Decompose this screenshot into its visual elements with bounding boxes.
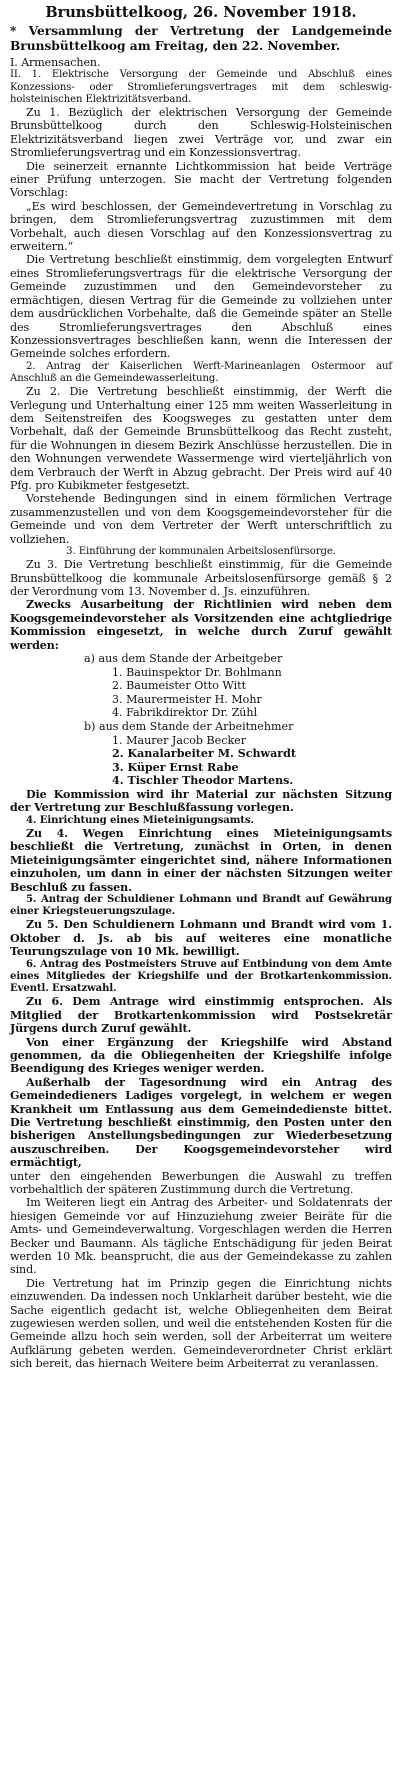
paragraph-10: Zu 4. Wegen Einrichtung eines Mieteinigungsamts beschließt die Vertretung, zunächst in Orten, in denen Mieteinigungsämter eingerichtet sind, nähere Informationen einzuholen, um dann in einer der nächsten Sitzungen weiter Beschluß zu fassen. (10, 827, 392, 894)
list-item: 3. Maurermeister H. Mohr (112, 692, 262, 706)
list-item: 1. Bauinspektor Dr. Bohlmann (112, 665, 282, 679)
paragraph-1: Zu 1. Bezüglich der elektrischen Versorgung der Gemeinde Brunsbüttelkoog durch den Schleswig-Holsteinischen Elektrizitätsverband liegen zwei Verträge vor, und zwar ein Stromlieferungsvertrag und ein Konzessionsvertrag. (10, 106, 392, 160)
paragraph-13: Von einer Ergänzung der Kriegshilfe wird Abstand genommen, da die Obliegenheiten der Kriegshilfe infolge Beendigung des Krieges weniger werden. (10, 1035, 392, 1076)
paragraph-15: unter den eingehenden Bewerbungen die Auswahl zu treffen vorbehaltlich der späteren Zustimmung durch die Vertretung. (10, 1169, 392, 1196)
paragraph-4: Die Vertretung beschließt einstimmig, dem vorgelegten Entwurf eines Stromlieferungsvertrags für die elektrische Versorgung der Gemeinde zuzustimmen und den Gemeindevorsteher zu ermächtigen, diesen Vertrag für die Gemeinde zu vollziehen unter dem ausdrücklichen Vorbehalte, daß die Gemeinde später an Stelle des Stromlieferungsvertrages den Abschluß eines Konzessionsvertrages beschließen kann, wenn die Interessen der Gemeinde solches erfordern. (10, 253, 392, 361)
paragraph-7: Zu 3. Die Vertretung beschließt einstimmig, für die Gemeinde Brunsbüttelkoog die kommunale Arbeitslosenfürsorge gemäß § 2 der Verordnung vom 13. November d. Js. einzuführen. (10, 558, 392, 599)
list-heading-employers: a) aus dem Stande der Arbeitgeber (84, 652, 283, 666)
paragraph-11: Zu 5. Den Schuldienern Lohmann und Brandt wird vom 1. Oktober d. Js. ab bis auf weiteres eine monatliche Teurungszulage von 10 Mk. bewilligt. (10, 918, 392, 959)
paragraph-5: Zu 2. Die Vertretung beschließt einstimmig, der Werft die Verlegung und Unterhaltung einer 125 mm weiten Wasserleitung in dem Seitenstreifen des Koogsweges zu gestatten unter dem Vorbehalt, daß der Gemeinde Brunsbüttelkoog das Recht zusteht, für die Wohnungen in diesem Bezirk Anschlüsse herzustellen. Die in den Wohnungen verwendete Wassermenge wird vierteljährlich von dem Verbrauch der Werft in Abzug gebracht. Der Preis wird auf 40 Pfg. pro Kubikmeter festgesetzt. (10, 385, 392, 492)
list-item: 3. Küper Ernst Rabe (112, 760, 239, 774)
agenda-item-1: I. Armensachen. (10, 56, 101, 69)
paragraph-14: Außerhalb der Tagesordnung wird ein Antrag des Gemeindedieners Ladiges vorgelegt, in welchem er wegen Krankheit um Entlassung aus dem Gemeindedienste bittet. Die Vertretung beschließt einstimmig, den Posten unter den bisherigen Anstellungsbedingungen zur Wiederbesetzung auszuschreiben. Der Koogsgemeindevorsteher wird ermächtigt, (10, 1075, 392, 1170)
commission-list (10, 652, 392, 788)
list-item: 1. Maurer Jacob Becker (112, 733, 247, 747)
agenda-item-7: 6. Antrag des Postmeisters Struve auf Entbindung von dem Amte eines Mitgliedes der Kriegshilfe und der Brotkartenkommission. Eventl. Ersatzwahl. (10, 958, 392, 995)
article-headline: * Versammlung der Vertretung der Landgemeinde Brunsbüttelkoog am Freitag, den 22. November. (10, 24, 392, 53)
paragraph-6: Vorstehende Bedingungen sind in einem förmlichen Vertrage zusammenzustellen und von dem Koogsgemeindevorsteher für die Gemeinde und von dem Vertreter der Werft unterschriftlich zu vollziehen. (10, 492, 392, 546)
paragraph-3: „Es wird beschlossen, der Gemeindevertretung in Vorschlag zu bringen, dem Stromlieferungsvertrag zuzustimmen mit dem Vorbehalt, auch diesen Vorschlag auf den Konzessionsvertrag zu erweitern.“ (10, 199, 392, 254)
paragraph-16: Im Weiteren liegt ein Antrag des Arbeiter- und Soldatenrats der hiesigen Gemeinde vor auf Hinzuziehung zweier Beiräte für die Amts- und Gemeindeverwaltung. Vorgeschlagen werden die Herren Becker und Baumann. Als tägliche Entschädigung für jeden Beirat werden 10 Mk. beansprucht, die aus der Gemeindekasse zu zahlen sind. (10, 1196, 392, 1277)
agenda-item-5: 4. Einrichtung eines Mieteinigungsamts. (26, 814, 254, 826)
dateline: Brunsbüttelkoog, 26. November 1918. (45, 4, 357, 21)
paragraph-8: Zwecks Ausarbeitung der Richtlinien wird neben dem Koogsgemeindevorsteher als Vorsitzenden eine achtgliedrige Kommission eingesetzt, in welche durch Zuruf gewählt werden: (10, 598, 392, 652)
list-item: 4. Fabrikdirektor Dr. Zühl (112, 706, 258, 720)
agenda-item-4: 3. Einführung der kommunalen Arbeitslosenfürsorge. (66, 546, 336, 558)
list-item: 2. Baumeister Otto Witt (112, 679, 247, 693)
agenda-item-6: 5. Antrag der Schuldiener Lohmann und Brandt auf Gewährung einer Kriegsteuerungszulage. (10, 894, 392, 918)
paragraph-9: Die Kommission wird ihr Material zur nächsten Sitzung der Vertretung zur Beschlußfassung vorlegen. (10, 788, 392, 815)
list-item: 4. Tischler Theodor Martens. (112, 774, 294, 788)
agenda-item-3: 2. Antrag der Kaiserlichen Werft-Marineanlagen Ostermoor auf Anschluß an die Gemeindewasserleitung. (10, 360, 392, 384)
agenda-item-2: II. 1. Elektrische Versorgung der Gemeinde und Abschluß eines Konzessions- oder Stromlieferungsvertrages mit dem schleswig-holsteinischen Elektrizitätsverband. (10, 69, 392, 105)
paragraph-17: Die Vertretung hat im Prinzip gegen die Einrichtung nichts einzuwenden. Da indessen noch Unklarheit darüber besteht, wie die Sache eigentlich gedacht ist, welche Obliegenheiten dem Beirat zugewiesen werden sollen, und weil die entstehenden Kosten für die Gemeinde allzu hoch sein werden, soll der Arbeiterrat um weitere Aufklärung gebeten werden. Gemeindeverordneter Christ erklärt sich bereit, das hiernach Weitere beim Arbeiterrat zu veranlassen. (10, 1276, 392, 1371)
list-item: 2. Kanalarbeiter M. Schwardt (112, 747, 296, 761)
list-heading-employees: b) aus dem Stande der Arbeitnehmer (84, 720, 294, 734)
paragraph-12: Zu 6. Dem Antrage wird einstimmig entsprochen. Als Mitglied der Brotkartenkommission wird Postsekretär Jürgens durch Zuruf gewählt. (10, 995, 392, 1036)
paragraph-2: Die seinerzeit ernannte Lichtkommission hat beide Verträge einer Prüfung unterzogen. Sie macht der Vertretung folgenden Vorschlag: (10, 159, 392, 200)
